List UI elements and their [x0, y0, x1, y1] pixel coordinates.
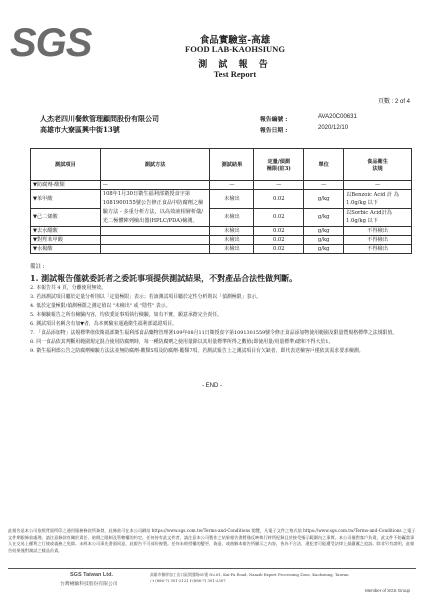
cell-regulation: 不得檢出	[344, 236, 412, 245]
page-number: 頁數 : 2 of 4	[377, 99, 410, 105]
col-header-unit: 單位	[304, 149, 344, 181]
footer-member: Member of SGS Group	[365, 588, 410, 593]
table-row	[31, 208, 412, 227]
sgs-logo	[10, 21, 92, 65]
note-item: 3. 若該測試項目屬於定量分析則以「定量極限」表示；若該測試項目屬於定性分析則以「偵測極限」表示。	[30, 294, 262, 300]
cell-item: ▼苯甲酸	[31, 190, 101, 209]
results-table	[30, 148, 412, 254]
cell-regulation: 以Sorbic Acid計為 1.0g/kg 以下	[344, 208, 412, 227]
table-header-row	[31, 149, 412, 181]
table-row	[31, 181, 412, 190]
report-date-label: 報告日期 :	[260, 128, 288, 134]
note-item: 4. 低於定量極限/偵測極限之測定值以 "未檢出" 或 "陰性" 表示。	[30, 303, 171, 309]
cell-regulation: —	[344, 181, 412, 190]
cell-item: ▼防腐劑-酸類	[31, 181, 101, 190]
cell-limit: —	[254, 181, 304, 190]
col-header-limit: 定量/偵測 極限(註3)	[254, 149, 304, 181]
notes-title: 備註 :	[30, 264, 45, 270]
end-marker: - END -	[202, 383, 222, 389]
footer-divider	[8, 568, 416, 569]
cell-unit: g/kg	[304, 245, 344, 254]
cell-limit: 0.02	[254, 227, 304, 236]
lab-name-cn: 食品實驗室-高雄	[199, 35, 271, 46]
cell-method	[100, 227, 210, 236]
note-item: 1. 測試報告僅就委託者之委託事項提供測試結果，不對產品合法性做判斷。	[30, 273, 298, 283]
cell-regulation: 不得檢出	[344, 245, 412, 254]
cell-unit: —	[304, 181, 344, 190]
cell-result: 未檢出	[210, 190, 254, 209]
cell-result: 未檢出	[210, 245, 254, 254]
note-item: 2. 本報告共 4 頁，分離使用無效。	[30, 285, 107, 291]
cell-limit: 0.02	[254, 236, 304, 245]
cell-item: ▼對羥苯甲酸	[31, 236, 101, 245]
cell-unit: g/kg	[304, 190, 344, 209]
report-title-en: Test Report	[213, 69, 257, 79]
footer-company-en: SGS Taiwan Ltd.	[70, 572, 113, 578]
customer-name: 人杰老四川餐飲管理顧問股份有限公司	[40, 114, 159, 123]
cell-limit: 0.02	[254, 245, 304, 254]
report-title-cn: 測 試 報 告	[198, 60, 272, 70]
table-row	[31, 245, 412, 254]
cell-result: 未檢出	[210, 208, 254, 227]
cell-limit: 0.02	[254, 208, 304, 227]
note-item: 7. 「食品添加物」法規標準值依衛福部衛生福利部食品藥物管理署109年08月11日衛授食字第1091301559號令修正食品添加物使用範圍及限量暨規格標準之法規限值。	[30, 330, 398, 336]
table-row	[31, 236, 412, 245]
cell-method	[100, 245, 210, 254]
note-item: 6. 測試項目名稱含有加▼者，為本實驗室通過衛生福利部認證項目。	[30, 321, 177, 327]
cell-unit: g/kg	[304, 208, 344, 227]
cell-method: —	[100, 181, 210, 190]
lab-name-en: FOOD LAB-KAOHSIUNG	[185, 44, 285, 54]
cell-regulation: 不得檢出	[344, 227, 412, 236]
footer-company-cn: 台灣檢驗科技股份有限公司	[60, 582, 118, 587]
cell-item: ▼己二烯酸	[31, 208, 101, 227]
col-header-result: 測試結果	[210, 149, 254, 181]
cell-result: 未檢出	[210, 236, 254, 245]
notes-list	[30, 272, 412, 356]
cell-unit: g/kg	[304, 227, 344, 236]
note-item: 5. 本檢驗報告之所有檢驗內容，均依委託事項執行檢驗，如有不實，願意承擔完全責任。	[30, 312, 223, 318]
cell-unit: g/kg	[304, 236, 344, 245]
cell-limit: 0.02	[254, 190, 304, 209]
note-item: 8. 同一食品依其判斷用範圍規定混合使用防腐劑時，每一種防腐劑之使用量除以其用量標準所得之數值(即使用量/用量標準)總和不得大於1。	[30, 339, 334, 345]
report-date-value: 2020/12/10	[318, 125, 349, 131]
logo-text: SGS	[10, 21, 92, 65]
col-header-regulation: 食品衛生 法規	[344, 149, 412, 181]
note-item: 9. 衛生福利部公告之防腐劑檢驗方法法並無防腐劑-酸類5項及防腐劑-酯類7項，若測試報告上之測試項目有欠缺者，即代表送檢客戶僅依其需求要求檢測。	[30, 348, 364, 354]
cell-item: ▼去水醋酸	[31, 227, 101, 236]
col-header-method: 測試方法	[100, 149, 210, 181]
cell-method-shared: 108年1月30日衛生福利部衛授食字第1081900155號公告修正食品中防腐劑之檢驗方法 - 多重分析方法，以高效液相層析儀/光二極體陣列檢出器(HPLC/PDA)檢測。	[100, 190, 210, 227]
footer-address: 高雄市楠梓加工出口區開發路61號 No.61, Kai-Fa Road, Nanzih Export Processing Zone, Kaohsiung, Taiwan / t (886-7) 301-2121 f (886-7) 301-2307	[150, 572, 349, 583]
table-row	[31, 227, 412, 236]
cell-item: ▼水楊酸	[31, 245, 101, 254]
customer-address: 高雄市大寮區興中街13號	[40, 125, 120, 134]
col-header-item: 測試項目	[31, 149, 101, 181]
report-no-label: 報告編號 :	[260, 117, 288, 123]
cell-method	[100, 236, 210, 245]
report-no-value: AVA20C00631	[318, 114, 357, 120]
table-row	[31, 190, 412, 209]
cell-result: 未檢出	[210, 227, 254, 236]
cell-regulation: 以Benzoic Acid 計 為1.0g/kg 以下	[344, 190, 412, 209]
disclaimer-text: 此報告是本公司依照背面所印之通用服務條款所簽發，此條款可在本公司網站 https://www.sgs.com.tw/Terms-and-Conditions 閱覽，凡電子文件之格式依 https://www.sgs.com.tw/Terms-and-Conditions 之電子文件期限條款處理。請注意條款有關於責任、賠償之限制及管轄權的約定。任何持有此文件者，請注意本公司製作之結果報告書將僅反映執行時所紀錄且於接受指示範圍內之事實。本公司僅對客戶負責，此文件不妨礙當事人在交易上權利之行使或義務之免除。未經本公司事先書面同意，此報告不可部份複製。任何未經授權的變更、偽造、或曲解本報告所顯示之內容，皆為不合法，違犯者可能遭受法律上最嚴厲之追訴。除非另有說明，此報告結果僅對測試之樣品負責。	[8, 528, 416, 553]
cell-result: —	[210, 181, 254, 190]
